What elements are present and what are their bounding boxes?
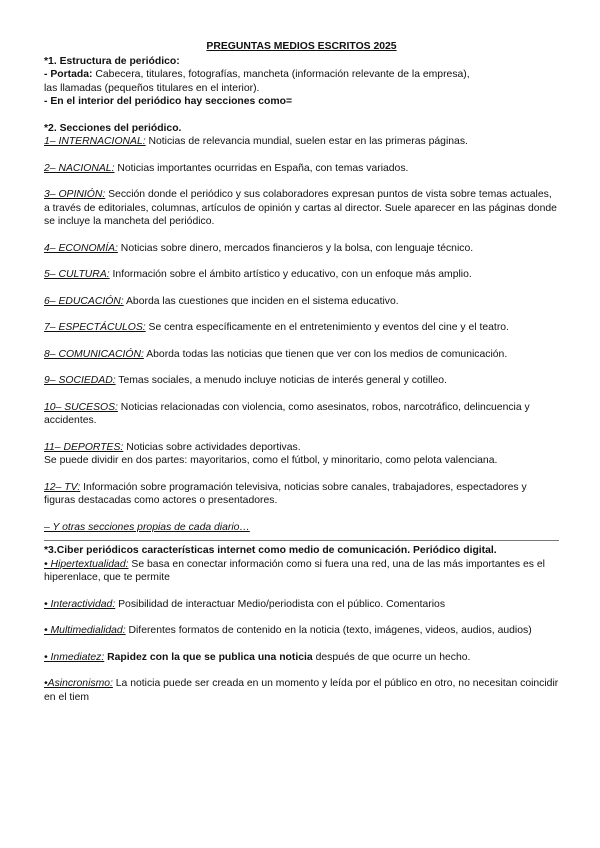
section-item-opinion [44, 188, 559, 229]
feature-label: •Asincronismo: [44, 678, 113, 689]
section-label: 7– ESPECTÁCULOS: [44, 322, 146, 333]
feature-text: Diferentes formatos de contenido en la noticia (texto, imágenes, videos, audios, audios) [125, 625, 532, 636]
section-item-nacional [44, 162, 559, 176]
feature-label: • Inmediatez: [44, 651, 105, 663]
interior-line: - En el interior del periódico hay secciones como= [44, 96, 293, 107]
section-label: 1– INTERNACIONAL: [44, 136, 146, 147]
feature-label: • Interactividad: [44, 598, 116, 610]
feature-bold-text: Rapidez con la que se publica una noticia [104, 651, 313, 663]
feature-text: Posibilidad de interactuar Medio/periodista con el público. Comentarios [115, 598, 446, 610]
section-label: 12– TV: [44, 481, 81, 493]
section-text: Noticias relacionadas con violencia, como asesinatos, robos, narcotráfico, delincuencia y accidentes. [44, 401, 530, 426]
feature-text: Se basa en conectar información como si fuera una red, una de las más importantes es el hiperenlace, que te permite [44, 558, 545, 583]
section-item-educacion [44, 295, 559, 309]
section-text: Noticias importantes ocurridas en España, con temas variados. [114, 162, 409, 174]
section-label: 11– DEPORTES: [44, 441, 124, 453]
hipertextualidad-item [44, 558, 559, 585]
section-label: 3– OPINIÓN: [44, 189, 106, 200]
section-text: Noticias de relevancia mundial, suelen estar en las primeras páginas. [145, 136, 468, 147]
other-sections-note: – Y otras secciones propias de cada diario… [44, 521, 250, 533]
inmediatez-item [44, 651, 559, 665]
portada-label: - Portada: [44, 69, 93, 80]
section-label: 10– SUCESOS: [44, 401, 118, 413]
section-3-heading: *3.Ciber periódicos características internet como medio de comunicación. Periódico digital. [44, 545, 497, 556]
portada-text-cont: las llamadas (pequeños titulares en el interior). [44, 82, 260, 94]
multimedialidad-item [44, 624, 559, 638]
asincronismo-item [44, 677, 559, 704]
section-divider [44, 540, 559, 541]
section-text: Información sobre programación televisiva, noticias sobre canales, trabajadores, espectadores y figuras destacadas como actores o presentadores. [44, 481, 527, 506]
section-text: Se centra específicamente en el entretenimiento y eventos del cine y el teatro. [145, 322, 509, 333]
section-item-comunicacion [44, 348, 559, 362]
section-item-cultura [44, 268, 559, 282]
section-text: Noticias sobre dinero, mercados financieros y la bolsa, con lenguaje técnico. [117, 242, 474, 254]
section-label: 9– SOCIEDAD: [44, 375, 116, 386]
feature-label: • Hipertextualidad: [44, 558, 129, 570]
section-label: 4– ECONOMÍA: [44, 242, 118, 254]
portada-text: Cabecera, titulares, fotografías, mancheta (información relevante de la empresa), [92, 69, 470, 80]
feature-text: La noticia puede ser creada en un momento y leída por el público en otro, no necesitan coincidir en el tiem [44, 678, 559, 703]
section-item-espectaculos [44, 321, 559, 335]
section-label: 5– CULTURA: [44, 269, 110, 280]
section-text: Temas sociales, a menudo incluye noticias de interés general y cotilleo. [115, 375, 447, 386]
section-text: Aborda todas las noticias que tienen que ver con los medios de comunicación. [143, 348, 508, 360]
document-page [44, 40, 559, 704]
section-2-heading: *2. Secciones del periódico. [44, 122, 182, 134]
portada-paragraph [44, 68, 559, 82]
section-item-tv [44, 481, 559, 508]
feature-label: • Multimedialidad: [44, 625, 126, 636]
section-item-internacional [44, 135, 559, 149]
section-item-sociedad [44, 374, 559, 388]
section-item-sucesos [44, 401, 559, 428]
section-label: 2– NACIONAL: [44, 162, 115, 174]
section-text: Noticias sobre actividades deportivas. [123, 441, 301, 453]
section-text: Información sobre el ámbito artístico y educativo, con un enfoque más amplio. [109, 269, 472, 280]
section-1-heading: *1. Estructura de periódico: [44, 55, 180, 67]
interactividad-item [44, 598, 559, 612]
feature-text: después de que ocurre un hecho. [312, 651, 471, 663]
document-title: PREGUNTAS MEDIOS ESCRITOS 2025 [206, 41, 397, 52]
deportes-extra: Se puede dividir en dos partes: mayoritarios, como el fútbol, y minoritario, como pelota valenciana. [44, 455, 498, 466]
section-text: Aborda las cuestiones que inciden en el sistema educativo. [123, 295, 399, 307]
section-item-economia [44, 242, 559, 256]
section-text: Sección donde el periódico y sus colaboradores expresan puntos de vista sobre temas actuales, a través de editoriales, columnas, artículos de opinión y cartas al director. Suele aparecer en las páginas donde se incluye la mancheta del periódico. [44, 189, 557, 227]
section-item-deportes [44, 441, 559, 455]
section-label: 8– COMUNICACIÓN: [44, 348, 144, 360]
section-label: 6– EDUCACIÓN: [44, 295, 124, 307]
